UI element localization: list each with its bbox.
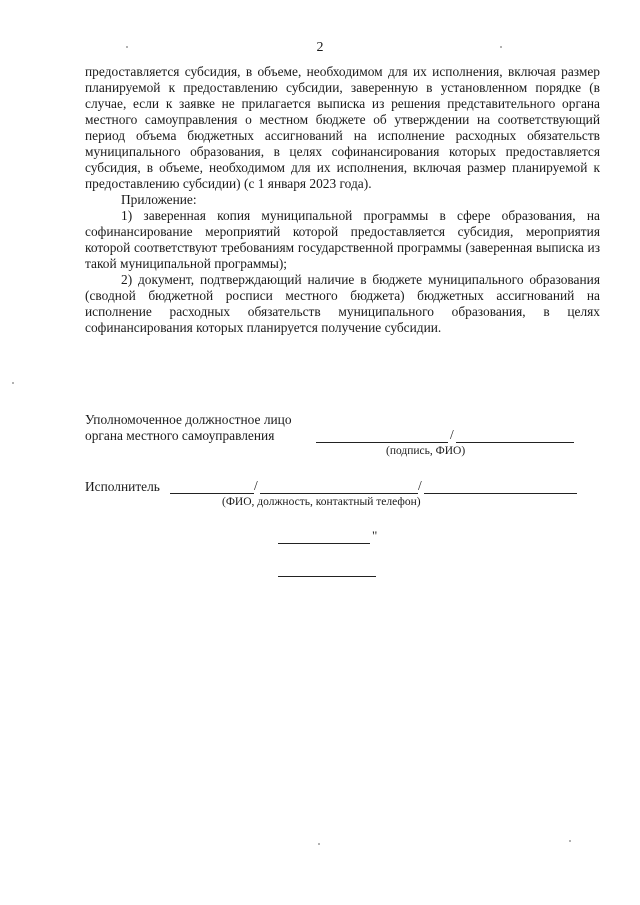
scan-speck [318, 843, 320, 845]
scan-speck [12, 382, 14, 384]
closing-quote: " [372, 528, 378, 543]
appendix-heading: Приложение: [121, 192, 197, 207]
official-label-line-2: органа местного самоуправления [85, 428, 275, 443]
paragraph-subsidy-conditions: предоставляется субсидия, в объеме, необходимом для их исполнения, включая размер планируемой к предоставлению субсидии, заверенную в установленном порядке (в случае, если к заявке не прилагается выписка из решения представительного органа местного самоуправления о местном бюджете об утверждении на соответствующий период объема бюджетных ассигнований на исполнение расходных обязательств муниципального образования, в целях софинансирования которых предоставляется субсидия, в объеме, необходимом для их исполнения, включая размер планируемой к предоставлению субсидии) (с 1 января 2023 года). [85, 64, 600, 191]
executor-line-3 [424, 493, 577, 494]
appendix-item-1: 1) заверенная копия муниципальной программы в сфере образования, на софинансирование мероприятий которой предоставляется субсидия, мероприятия которой соответствуют требованиям государственной программы (заверенная выписка из такой муниципальной программы); [85, 208, 600, 271]
executor-slash-1: / [254, 478, 258, 493]
document-body [85, 64, 600, 336]
scan-speck [500, 46, 502, 48]
closing-line-1 [278, 543, 370, 544]
scan-speck [126, 46, 128, 48]
executor-label: Исполнитель [85, 479, 160, 494]
executor-line-2 [260, 493, 418, 494]
executor-slash-2: / [418, 478, 422, 493]
executor-caption: (ФИО, должность, контактный телефон) [222, 496, 421, 508]
official-caption: (подпись, ФИО) [386, 445, 466, 457]
official-label [85, 412, 292, 444]
executor-line-1 [170, 493, 254, 494]
official-slash: / [450, 427, 454, 442]
official-label-line-1: Уполномоченное должностное лицо [85, 412, 292, 427]
page-number: 2 [316, 40, 324, 55]
scan-speck [569, 840, 571, 842]
official-signature-line [316, 442, 448, 443]
official-name-line [456, 442, 574, 443]
appendix-item-2: 2) документ, подтверждающий наличие в бюджете муниципального образования (сводной бюджетной росписи местного бюджета) бюджетных ассигнований на исполнение расходных обязательств муниципального образования, в целях софинансирования которых планируется получение субсидии. [85, 272, 600, 335]
closing-line-2 [278, 576, 376, 577]
